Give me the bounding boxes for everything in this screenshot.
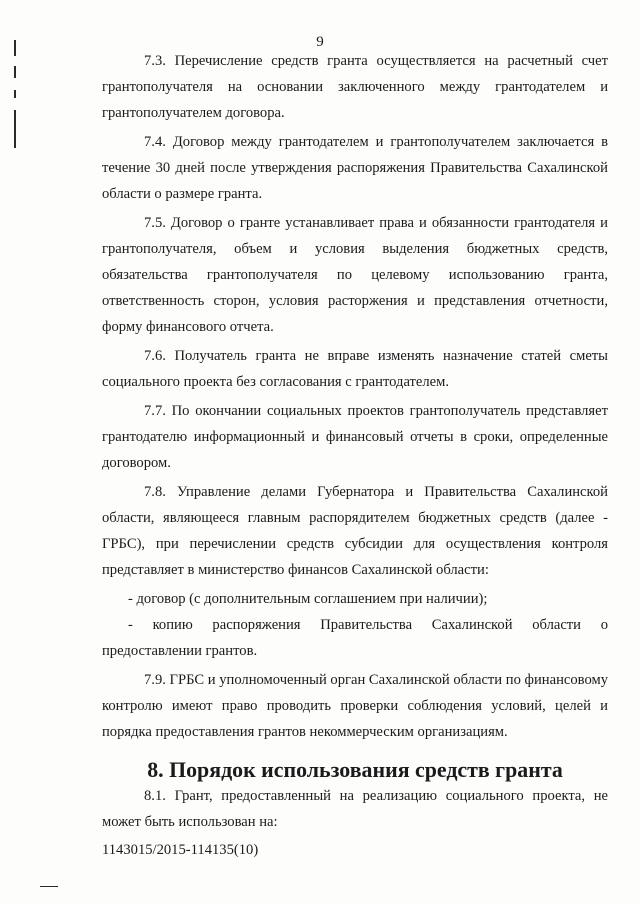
paragraph-7-3: 7.3. Перечисление средств гранта осуществляется на расчетный счет грантополучателя на основании заключенного между грантодателем и грантополучателем договора. [102, 53, 608, 121]
document-body [102, 48, 608, 838]
page-number: 9 [316, 34, 324, 50]
paragraph-7-6: 7.6. Получатель гранта не вправе изменять назначение статей сметы социального проекта без согласования с грантодателем. [102, 348, 608, 390]
scan-edge-mark-3 [14, 90, 16, 98]
scan-edge-mark-2 [14, 66, 16, 78]
list-item-order-copy: - копию распоряжения Правительства Сахалинской области о предоставлении грантов. [102, 617, 608, 659]
paragraph-7-5: 7.5. Договор о гранте устанавливает права и обязанности грантодателя и грантополучателя, объем и условия выделения бюджетных средств, обязательства грантополучателя по целевому использованию гранта, ответственность сторон, условия расторжения и представления отчетности, форму финансового отчета. [102, 215, 608, 335]
paragraph-7-8: 7.8. Управление делами Губернатора и Правительства Сахалинской области, являющееся главным распорядителем бюджетных средств (далее - ГРБС), при перечислении средств субсидии для осуществления контроля представляет в министерство финансов Сахалинской области: [102, 484, 608, 578]
scan-edge-mark-4 [14, 110, 16, 148]
document-footer-code: 1143015/2015-114135(10) [102, 842, 259, 858]
paragraph-7-7: 7.7. По окончании социальных проектов грантополучатель представляет грантодателю информационный и финансовый отчеты в сроки, определенные договором. [102, 403, 608, 471]
paragraph-8-1: 8.1. Грант, предоставленный на реализацию социального проекта, не может быть использован на: [102, 788, 608, 830]
section-heading-8: 8. Порядок использования средств гранта [147, 757, 563, 782]
scan-edge-mark-bottom [40, 886, 58, 887]
list-item-contract: - договор (с дополнительным соглашением при наличии); [128, 591, 488, 607]
paragraph-7-9: 7.9. ГРБС и уполномоченный орган Сахалинской области по финансовому контролю имеют право проводить проверки соблюдения условий, целей и порядка предоставления грантов некоммерческим организациям. [102, 672, 608, 740]
paragraph-7-4: 7.4. Договор между грантодателем и грантополучателем заключается в течение 30 дней после утверждения распоряжения Правительства Сахалинской области о размере гранта. [102, 134, 608, 202]
